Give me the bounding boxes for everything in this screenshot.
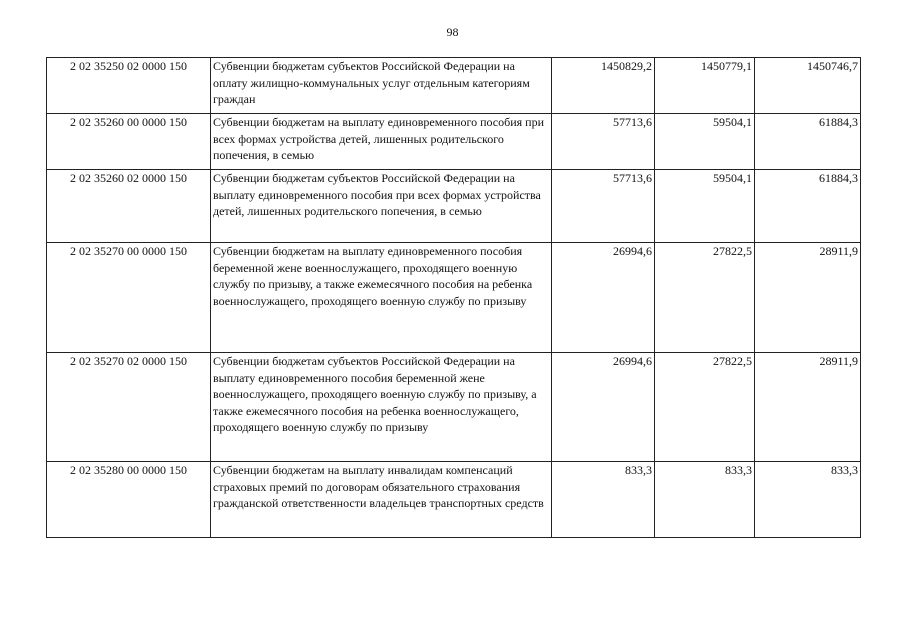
value-year-1: 26994,6 [552,353,655,462]
value-year-1: 1450829,2 [552,58,655,114]
value-year-2: 27822,5 [655,353,755,462]
value-year-1: 26994,6 [552,243,655,353]
budget-code: 2 02 35260 00 0000 150 [47,114,211,170]
budget-table [46,57,861,538]
budget-code: 2 02 35260 02 0000 150 [47,170,211,243]
value-year-1: 833,3 [552,462,655,538]
value-year-3: 61884,3 [755,170,861,243]
table-row [47,462,861,538]
value-year-3: 28911,9 [755,353,861,462]
budget-code: 2 02 35250 02 0000 150 [47,58,211,114]
budget-code: 2 02 35270 02 0000 150 [47,353,211,462]
row-description: Субвенции бюджетам субъектов Российской Федерации на выплату единовременного пособия при всех формах устройства детей, лишенных родительского попечения, в семью [211,170,552,243]
table-row [47,58,861,114]
value-year-2: 27822,5 [655,243,755,353]
table-row [47,243,861,353]
value-year-3: 28911,9 [755,243,861,353]
value-year-3: 1450746,7 [755,58,861,114]
value-year-3: 833,3 [755,462,861,538]
row-description: Субвенции бюджетам субъектов Российской Федерации на оплату жилищно-коммунальных услуг отдельным категориям граждан [211,58,552,114]
value-year-2: 59504,1 [655,170,755,243]
table-row [47,170,861,243]
value-year-2: 833,3 [655,462,755,538]
budget-code: 2 02 35280 00 0000 150 [47,462,211,538]
table-row [47,114,861,170]
value-year-2: 59504,1 [655,114,755,170]
row-description: Субвенции бюджетам на выплату единовременного пособия беременной жене военнослужащего, проходящего военную службу по призыву, а также ежемесячного пособия на ребенка военнослужащего, проходящего военную службу по призыву [211,243,552,353]
row-description: Субвенции бюджетам на выплату единовременного пособия при всех формах устройства детей, лишенных родительского попечения, в семью [211,114,552,170]
value-year-3: 61884,3 [755,114,861,170]
table-row [47,353,861,462]
value-year-2: 1450779,1 [655,58,755,114]
value-year-1: 57713,6 [552,114,655,170]
budget-code: 2 02 35270 00 0000 150 [47,243,211,353]
page-number: 98 [446,25,459,39]
row-description: Субвенции бюджетам на выплату инвалидам компенсаций страховых премий по договорам обязательного страхования гражданской ответственности владельцев транспортных средств [211,462,552,538]
value-year-1: 57713,6 [552,170,655,243]
row-description: Субвенции бюджетам субъектов Российской Федерации на выплату единовременного пособия беременной жене военнослужащего, проходящего военную службу по призыву, а также ежемесячного пособия на ребенка военнослужащего, проходящего военную службу по призыву [211,353,552,462]
